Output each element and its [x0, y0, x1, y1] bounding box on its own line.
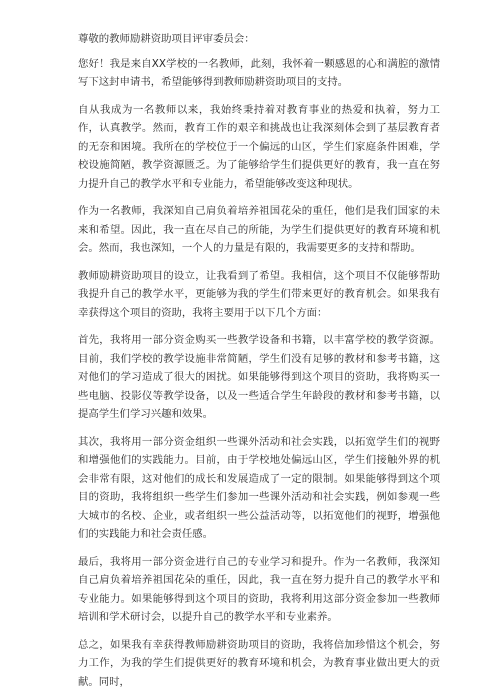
letter-paragraph: 自从我成为一名教师以来，我始终秉持着对教育事业的热爱和执着，努力工作，认真教学。然而，教育工作的艰辛和挑战也让我深刻体会到了基层教育者的无奈和困境。我所在的学校位于一个偏远的山区，学生们家庭条件困难，学校设施简陋，教学资源匮乏。为了能够给学生们提供更好的教育，我一直在努力提升自己的教学水平和专业能力，希望能够改变这种现状。	[78, 103, 440, 190]
letter-paragraph: 最后，我将用一部分资金进行自己的专业学习和提升。作为一名教师，我深知自己肩负着培养祖国花朵的重任，因此，我一直在努力提升自己的教学水平和专业能力。如果能够得到这个项目的资助，我将利用这部分资金参加一些教师培训和学术研讨会，以提升自己的教学水平和专业素养。	[78, 555, 440, 623]
letter-paragraph: 您好！我是来自XX学校的一名教师，此刻，我怀着一颗感恩的心和满腔的激情写下这封申请书，希望能够得到教师励耕资助项目的支持。	[78, 57, 440, 88]
letter-paragraph: 作为一名教师，我深知自己肩负着培养祖国花朵的重任，他们是我们国家的未来和希望。因此，我一直在尽自己的所能，为学生们提供更好的教育环境和机会。然而，我也深知，一个人的力量是有限的，我需要更多的支持和帮助。	[78, 205, 440, 254]
letter-paragraph: 总之，如果我有幸获得教师励耕资助项目的资助，我将倍加珍惜这个机会，努力工作，为我的学生们提供更好的教育环境和机会，为教育事业做出更大的贡献。同时，	[78, 638, 440, 688]
letter-paragraph: 教师励耕资助项目的设立，让我看到了希望。我相信，这个项目不仅能够帮助我提升自己的教学水平，更能够为我的学生们带来更好的教育机会。如果我有幸获得这个项目的资助，我将主要用于以下几个方面：	[78, 269, 440, 319]
letter-paragraph: 首先，我将用一部分资金购买一些教学设备和书籍，以丰富学校的教学资源。目前，我们学校的教学设施非常简陋，学生们没有足够的教材和参考书籍，这对他们的学习造成了很大的困扰。如果能够得到这个项目的资助，我将购买一些电脑、投影仪等教学设备，以及一些适合学生年龄段的教材和参考书籍，以提高学生们学习兴趣和效果。	[78, 334, 440, 420]
letter-salutation: 尊敬的教师励耕资助项目评审委员会：	[78, 33, 255, 45]
letter-paragraph: 其次，我将用一部分资金组织一些课外活动和社会实践，以拓宽学生们的视野和增强他们的实践能力。目前，由于学校地处偏远山区，学生们接触外界的机会非常有限，这对他们的成长和发展造成了一定的限制。如果能够得到这个项目的资助，我将组织一些学生们参加一些课外活动和社会实践，例如参观一些大城市的名校、企业，或者组织一些公益活动等，以拓宽他们的视野，增强他们的实践能力和社会责任感。	[78, 435, 440, 540]
letter-page	[78, 30, 440, 700]
